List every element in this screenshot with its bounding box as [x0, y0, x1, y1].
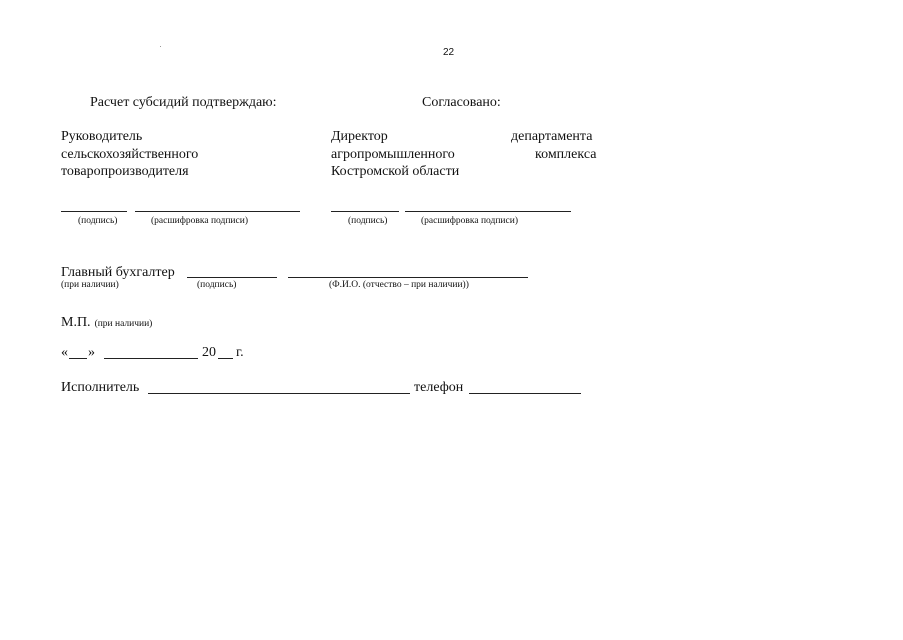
- left-role-line-3: товаропроизводителя: [61, 164, 189, 179]
- right-role-line-1-left: Директор: [331, 129, 388, 144]
- chief-accountant-name-caption: (Ф.И.О. (отчество – при наличии)): [329, 280, 469, 290]
- right-signature-line: [331, 211, 399, 212]
- confirm-heading: Расчет субсидий подтверждаю:: [90, 95, 277, 110]
- left-role-line-1: Руководитель: [61, 129, 143, 144]
- right-decoding-line: [405, 211, 571, 212]
- right-role-line-2-right: комплекса: [535, 147, 597, 162]
- executor-label: Исполнитель: [61, 380, 140, 395]
- date-day-line: [69, 358, 87, 359]
- stamp-label: М.П.: [61, 315, 91, 330]
- agreed-heading: Согласовано:: [422, 95, 501, 110]
- chief-accountant-label: Главный бухгалтер: [61, 265, 175, 280]
- left-role-line-2: сельскохозяйственного: [61, 147, 199, 162]
- page-number: 22: [443, 47, 455, 58]
- left-decoding-caption: (расшифровка подписи): [151, 216, 248, 226]
- phone-line: [469, 393, 581, 394]
- date-month-line: [104, 358, 198, 359]
- left-decoding-line: [135, 211, 300, 212]
- left-signature-line: [61, 211, 127, 212]
- right-role-line-1-right: департамента: [511, 129, 593, 144]
- stamp-note: (при наличии): [94, 319, 153, 329]
- scan-artifact: [160, 46, 161, 47]
- chief-accountant-signature-line: [187, 277, 277, 278]
- chief-accountant-name-line: [288, 277, 528, 278]
- executor-line: [148, 393, 410, 394]
- date-open-quote: «: [61, 345, 68, 360]
- date-close-quote: »: [88, 345, 95, 360]
- phone-label: телефон: [414, 380, 464, 395]
- right-role-line-3: Костромской области: [331, 164, 460, 179]
- right-role-line-2-left: агропромышленного: [331, 147, 455, 162]
- left-signature-caption: (подпись): [78, 216, 118, 226]
- date-year-line: [218, 358, 233, 359]
- date-year-suffix: г.: [236, 345, 244, 360]
- chief-accountant-signature-caption: (подпись): [197, 280, 237, 290]
- right-decoding-caption: (расшифровка подписи): [421, 216, 518, 226]
- date-year-prefix: 20: [202, 345, 216, 360]
- stamp-place: [61, 313, 152, 331]
- chief-accountant-optional-caption: (при наличии): [61, 280, 119, 290]
- right-signature-caption: (подпись): [348, 216, 388, 226]
